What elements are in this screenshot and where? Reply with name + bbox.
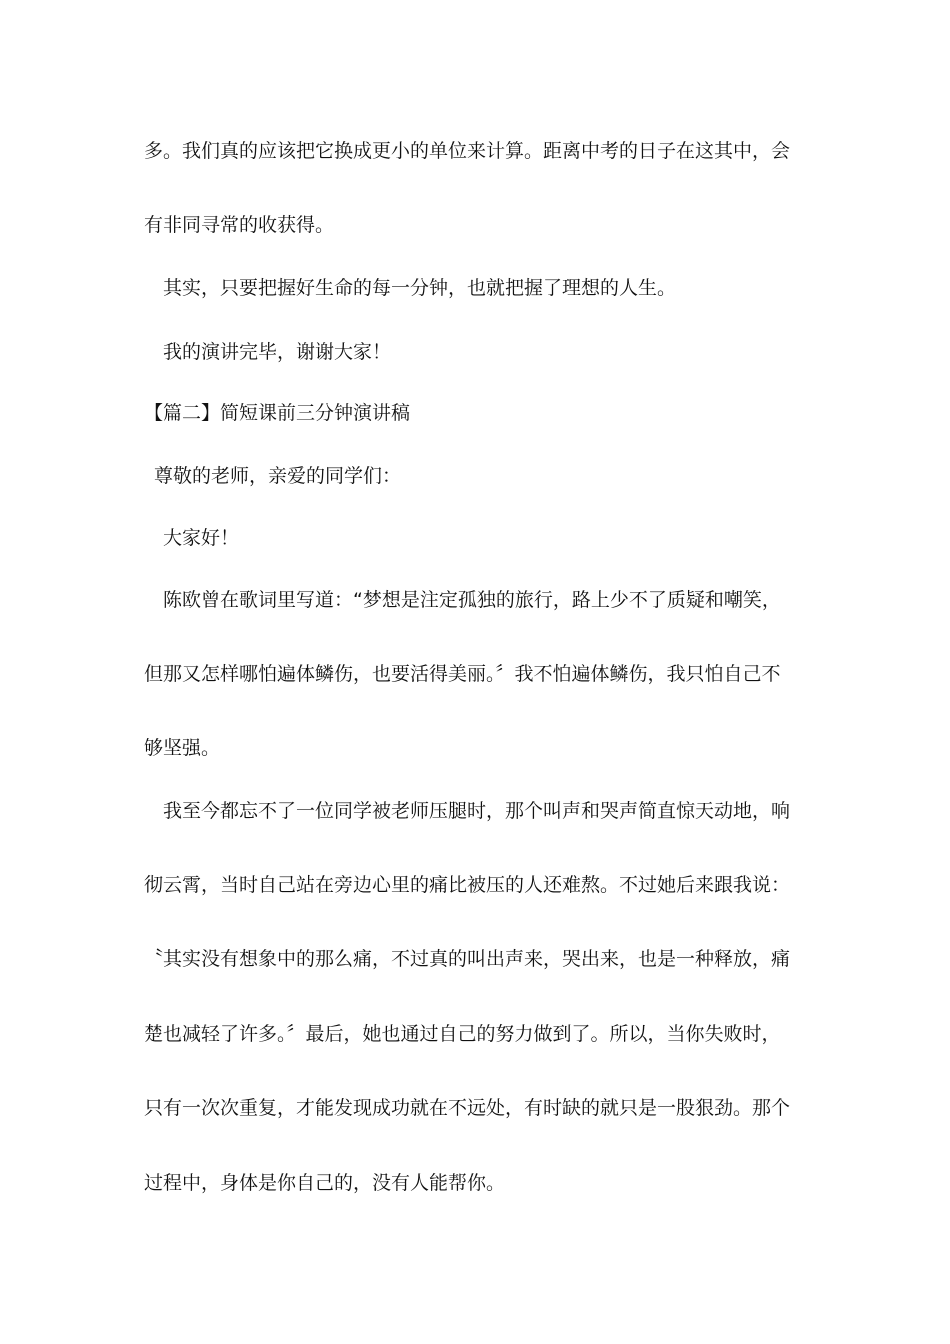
- greeting: 大家好！: [163, 527, 240, 549]
- paragraph-line: 我至今都忘不了一位同学被老师压腿时，那个叫声和哭声简直惊天动地，响: [163, 800, 791, 822]
- paragraph-line: 但那又怎样哪怕遍体鳞伤，也要活得美丽。〞我不怕遍体鳞伤，我只怕自己不: [144, 663, 781, 685]
- paragraph-line: 〝其实没有想象中的那么痛，不过真的叫出声来，哭出来，也是一种释放，痛: [144, 948, 791, 970]
- paragraph-line: 够坚强。: [144, 737, 221, 759]
- paragraph-line: 彻云霄，当时自己站在旁边心里的痛比被压的人还难熬。不过她后来跟我说：: [144, 874, 791, 896]
- paragraph-line: 只有一次次重复，才能发现成功就在不远处，有时缺的就只是一股狠劲。那个: [144, 1097, 791, 1119]
- paragraph-line: 楚也减轻了许多。〞最后，她也通过自己的努力做到了。所以，当你失败时，: [144, 1023, 781, 1045]
- paragraph-line: 我的演讲完毕，谢谢大家！: [163, 341, 392, 363]
- paragraph-line: 有非同寻常的收获得。: [144, 214, 335, 236]
- paragraph-line: 多。我们真的应该把它换成更小的单位来计算。距离中考的日子在这其中，会: [144, 140, 791, 162]
- paragraph-line: 其实，只要把握好生命的每一分钟，也就把握了理想的人生。: [163, 277, 677, 299]
- paragraph-line: 过程中，身体是你自己的，没有人能帮你。: [144, 1172, 506, 1194]
- section-heading: 【篇二】简短课前三分钟演讲稿: [144, 402, 411, 424]
- salutation: 尊敬的老师，亲爱的同学们：: [154, 465, 402, 487]
- paragraph-line: 陈欧曾在歌词里写道：“梦想是注定孤独的旅行，路上少不了质疑和嘲笑，: [163, 589, 781, 611]
